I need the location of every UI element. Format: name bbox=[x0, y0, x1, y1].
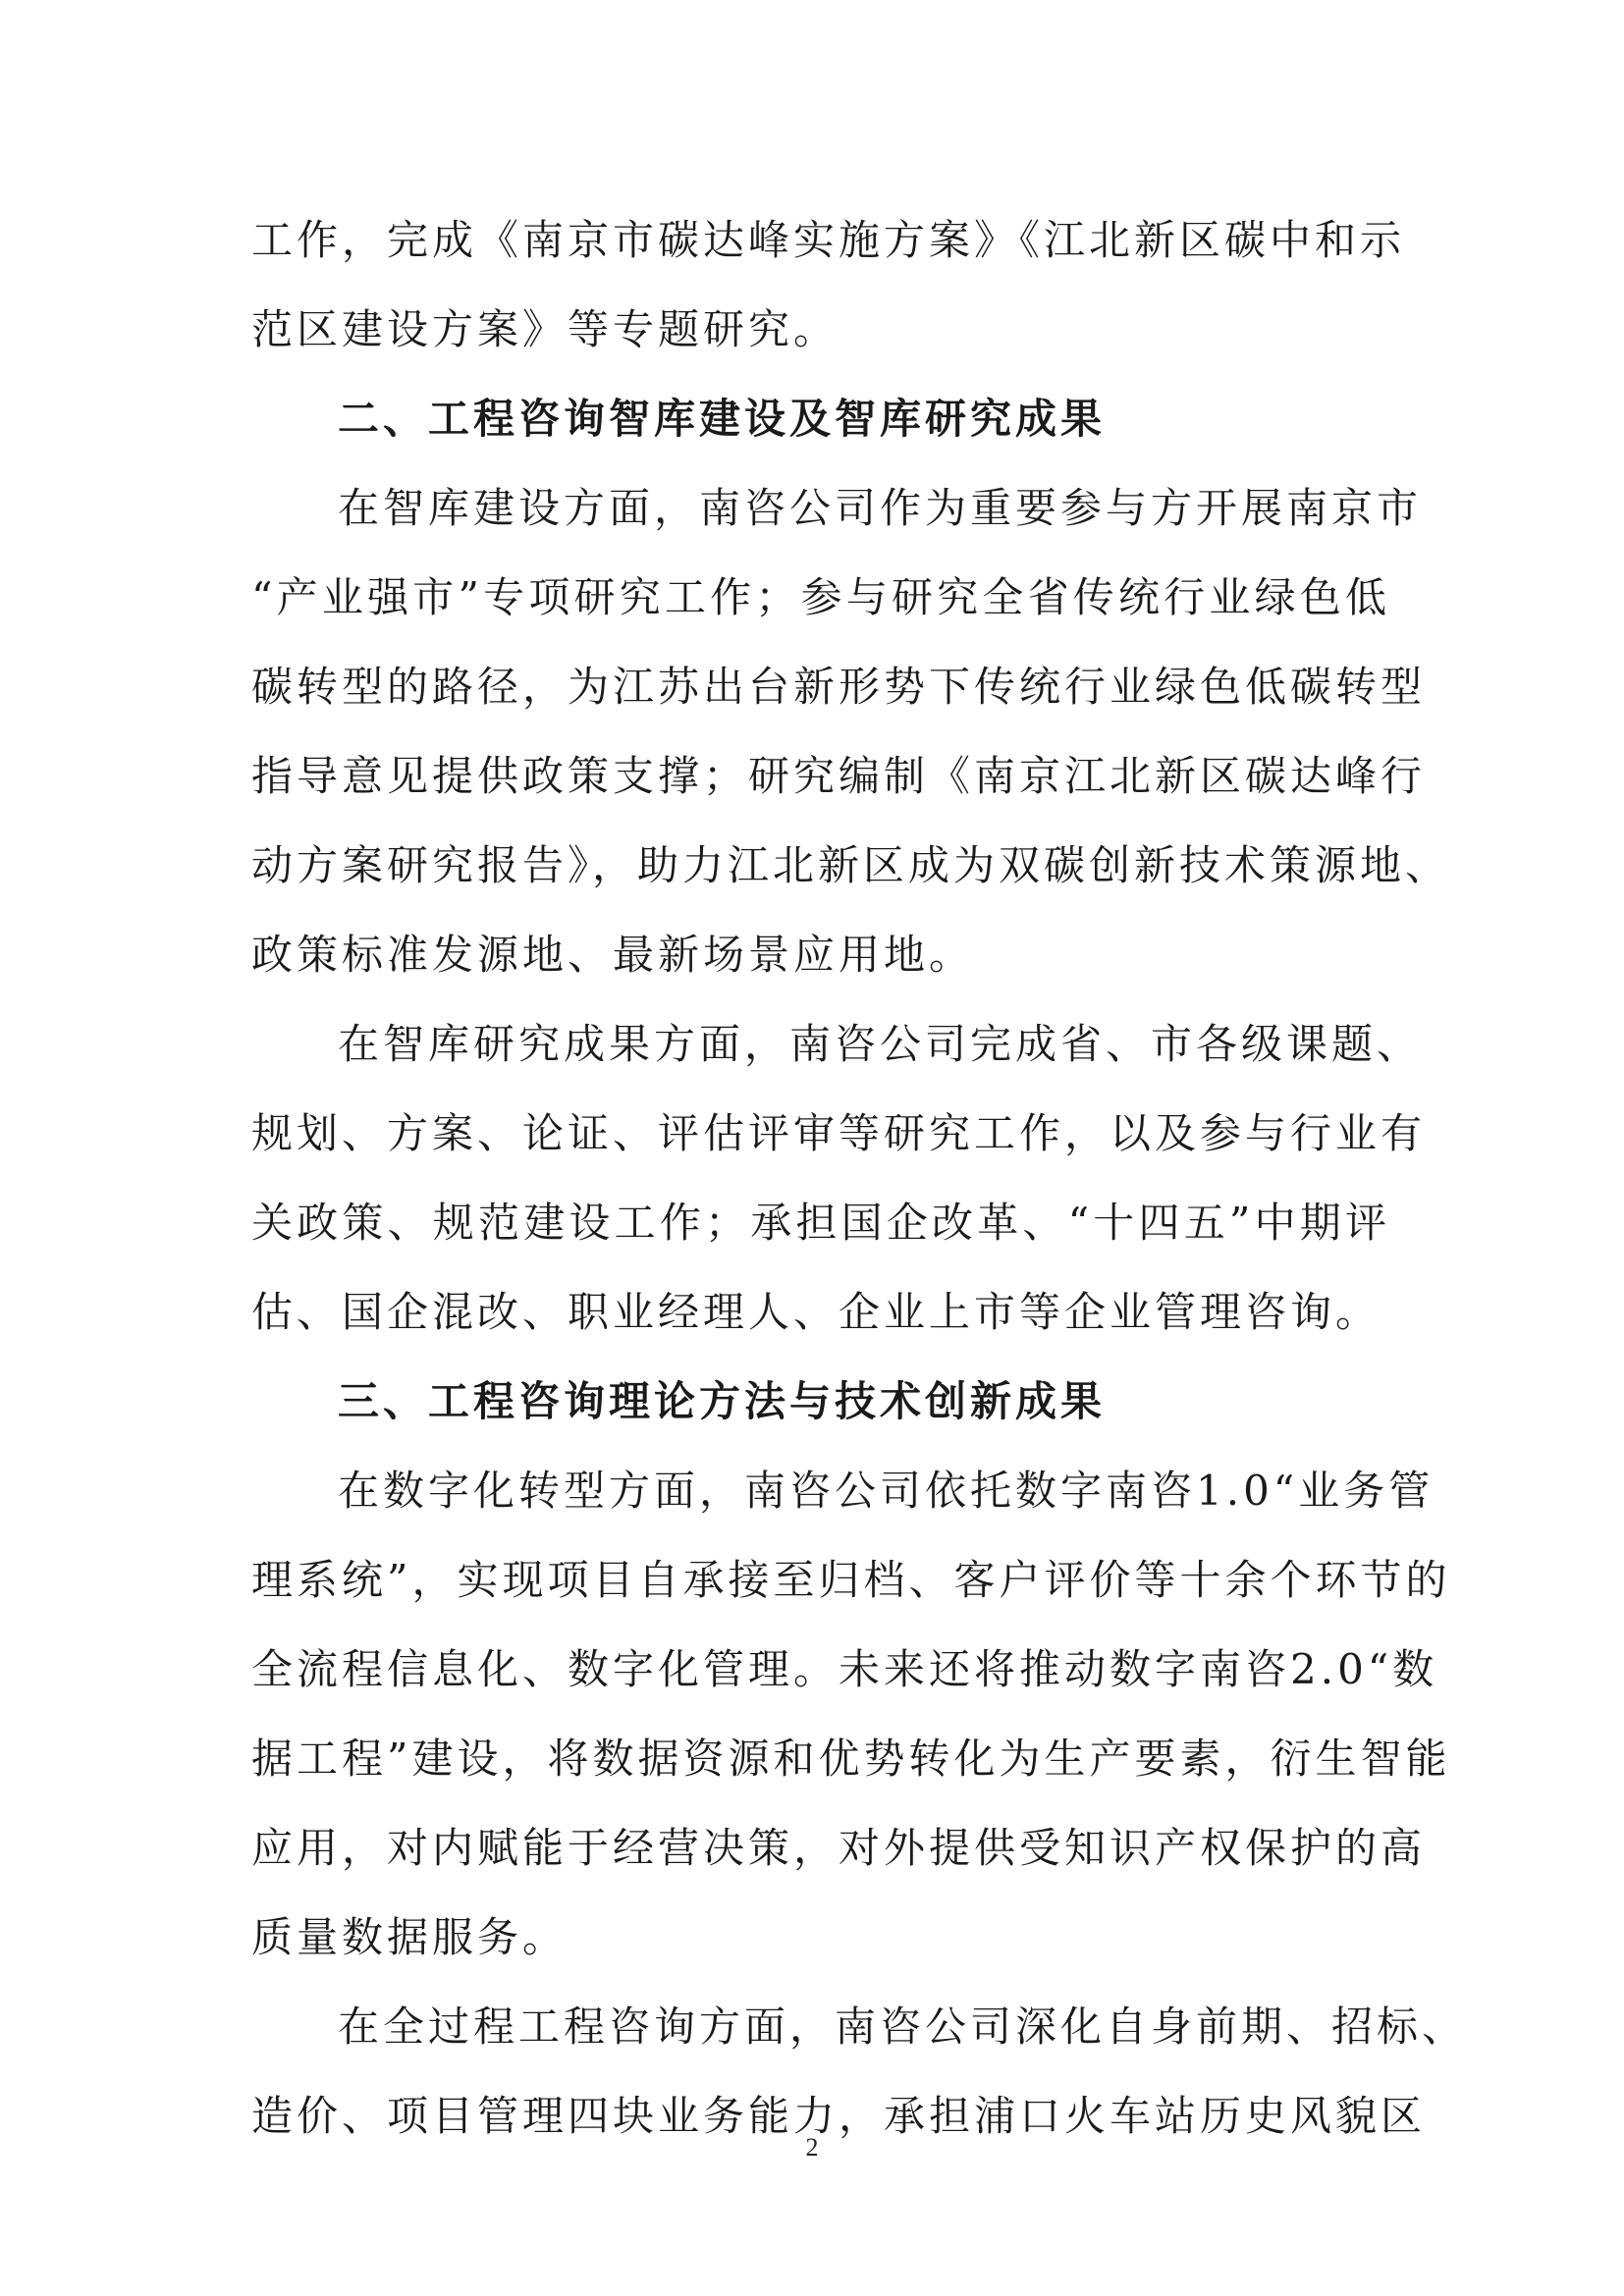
paragraph-line: 关政策、规范建设工作；承担国企改革、“十四五”中期评 bbox=[251, 1199, 1390, 1247]
paragraph-line: 在数字化转型方面，南咨公司依托数字南咨1.0“业务管 bbox=[338, 1467, 1435, 1515]
paragraph-line: 在智库建设方面，南咨公司作为重要参与方开展南京市 bbox=[338, 484, 1423, 532]
section-heading: 三、工程咨询理论方法与技术创新成果 bbox=[338, 1377, 1107, 1425]
paragraph-line: 指导意见提供政策支撑；研究编制《南京江北新区碳达峰行 bbox=[251, 752, 1427, 800]
section-heading: 二、工程咨询智库建设及智库研究成果 bbox=[338, 395, 1107, 443]
paragraph-line: 碳转型的路径，为江苏出台新形势下传统行业绿色低碳转型 bbox=[251, 663, 1427, 711]
document-body bbox=[251, 208, 1468, 2173]
paragraph-line: 范区建设方案》等专题研究。 bbox=[251, 305, 839, 353]
page-number: 2 bbox=[805, 2133, 819, 2162]
paragraph-line: 应用，对内赋能于经营决策，对外提供受知识产权保护的高 bbox=[251, 1824, 1427, 1872]
paragraph-line: 理系统”，实现项目自承接至归档、客户评价等十余个环节的 bbox=[251, 1556, 1451, 1604]
paragraph-line: 政策标准发源地、最新场景应用地。 bbox=[251, 931, 975, 979]
paragraph-line: 规划、方案、论证、评估评审等研究工作，以及参与行业有 bbox=[251, 1109, 1427, 1157]
paragraph-line: 工作，完成《南京市碳达峰实施方案》《江北新区碳中和示 bbox=[251, 216, 1406, 264]
paragraph-line: 造价、项目管理四块业务能力，承担浦口火车站历史风貌区 bbox=[251, 2092, 1427, 2140]
paragraph-line: 在智库研究成果方面，南咨公司完成省、市各级课题、 bbox=[338, 1020, 1423, 1068]
paragraph-line: 动方案研究报告》，助力江北新区成为双碳创新技术策源地、 bbox=[251, 841, 1451, 889]
paragraph-line: 在全过程工程咨询方面，南咨公司深化自身前期、招标、 bbox=[338, 2002, 1468, 2051]
paragraph-line: 据工程”建设，将数据资源和优势转化为生产要素，衍生智能 bbox=[251, 1735, 1451, 1783]
paragraph-line: 质量数据服务。 bbox=[251, 1913, 568, 1961]
paragraph-line: “产业强市”专项研究工作；参与研究全省传统行业绿色低 bbox=[251, 573, 1390, 621]
paragraph-line: 全流程信息化、数字化管理。未来还将推动数字南咨2.0“数 bbox=[251, 1645, 1438, 1693]
paragraph-line: 估、国企混改、职业经理人、企业上市等企业管理咨询。 bbox=[251, 1288, 1381, 1336]
